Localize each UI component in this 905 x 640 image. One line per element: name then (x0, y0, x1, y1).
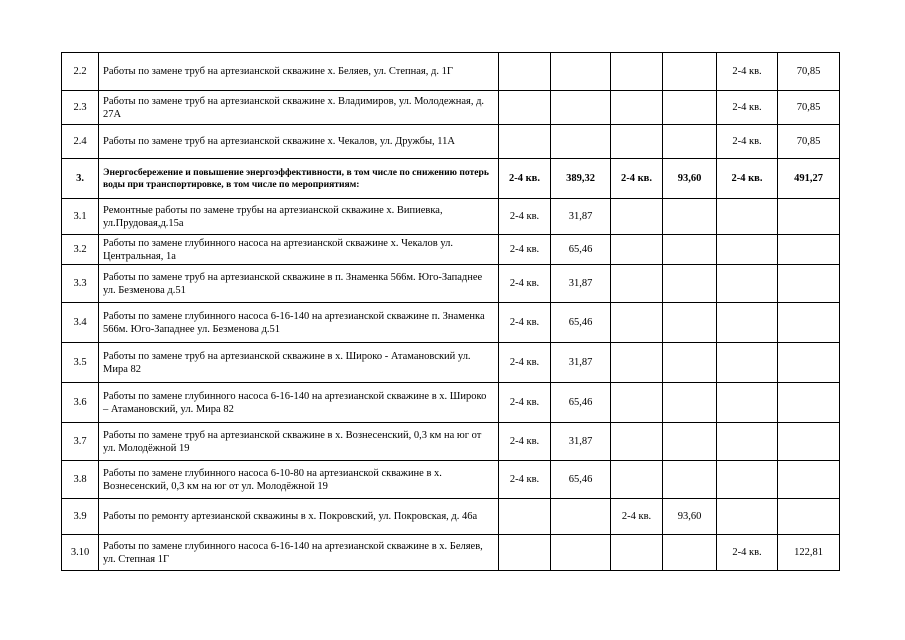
period-2020 (611, 383, 663, 423)
row-description: Работы по ремонту артезианской скважины в х. Покровский, ул. Покровская, д. 46а (99, 499, 499, 535)
period-2020 (611, 423, 663, 461)
row-description: Ремонтные работы по замене трубы на артезианской скважине х. Випиевка, ул.Прудовая,д.15а (99, 199, 499, 235)
row-description: Энергосбережение и повышение энергоэффективности, в том числе по снижению потерь воды при транспортировке, в том числе по мероприятиям: (99, 159, 499, 199)
amount-2021 (778, 343, 840, 383)
period-2020 (611, 535, 663, 571)
period-2021: 2-4 кв. (717, 53, 778, 91)
period-2019 (499, 91, 551, 125)
amount-2019: 31,87 (551, 199, 611, 235)
row-description: Работы по замене глубинного насоса 6-16-140 на артезианской скважине в х. Беляев, ул. Степная 1Г (99, 535, 499, 571)
row-description: Работы по замене глубинного насоса 6-16-140 на артезианской скважине в х. Широко – Атамановский, ул. Мира 82 (99, 383, 499, 423)
period-2020 (611, 303, 663, 343)
row-number: 3.6 (62, 383, 99, 423)
period-2019: 2-4 кв. (499, 265, 551, 303)
measures-table (61, 52, 840, 571)
table-row (62, 199, 840, 235)
period-2019: 2-4 кв. (499, 235, 551, 265)
table-row (62, 125, 840, 159)
amount-2020 (663, 383, 717, 423)
amount-2019: 65,46 (551, 303, 611, 343)
amount-2019: 65,46 (551, 383, 611, 423)
table-row (62, 235, 840, 265)
amount-2020 (663, 91, 717, 125)
period-2021 (717, 383, 778, 423)
period-2019: 2-4 кв. (499, 199, 551, 235)
amount-2019: 31,87 (551, 343, 611, 383)
period-2021: 2-4 кв. (717, 125, 778, 159)
amount-2021 (778, 303, 840, 343)
amount-2019: 31,87 (551, 423, 611, 461)
amount-2020 (663, 53, 717, 91)
amount-2021: 122,81 (778, 535, 840, 571)
table-row (62, 265, 840, 303)
row-description: Работы по замене труб на артезианской скважине в х. Широко - Атамановский ул. Мира 82 (99, 343, 499, 383)
amount-2021: 70,85 (778, 91, 840, 125)
period-2020: 2-4 кв. (611, 159, 663, 199)
period-2021 (717, 461, 778, 499)
amount-2021 (778, 265, 840, 303)
amount-2019 (551, 53, 611, 91)
amount-2020 (663, 535, 717, 571)
period-2020 (611, 265, 663, 303)
period-2019: 2-4 кв. (499, 303, 551, 343)
row-description: Работы по замене глубинного насоса 6-16-140 на артезианской скважине п. Знаменка 566м. Юго-Западнее ул. Безменова д.51 (99, 303, 499, 343)
period-2020 (611, 235, 663, 265)
amount-2019: 65,46 (551, 235, 611, 265)
amount-2021 (778, 461, 840, 499)
row-description: Работы по замене глубинного насоса 6-10-80 на артезианской скважине в х. Вознесенский, 0,3 км на юг от ул. Молодёжной 19 (99, 461, 499, 499)
table-body (62, 53, 840, 571)
period-2021 (717, 199, 778, 235)
row-description: Работы по замене труб на артезианской скважине х. Чекалов, ул. Дружбы, 11А (99, 125, 499, 159)
amount-2019: 389,32 (551, 159, 611, 199)
amount-2020 (663, 265, 717, 303)
table-row (62, 91, 840, 125)
table-row (62, 535, 840, 571)
table-row (62, 423, 840, 461)
period-2019 (499, 499, 551, 535)
row-number: 3.7 (62, 423, 99, 461)
period-2021 (717, 235, 778, 265)
amount-2021 (778, 423, 840, 461)
row-number: 3.3 (62, 265, 99, 303)
amount-2021 (778, 383, 840, 423)
amount-2021: 70,85 (778, 125, 840, 159)
period-2020 (611, 91, 663, 125)
row-number: 3. (62, 159, 99, 199)
period-2019 (499, 125, 551, 159)
row-number: 2.2 (62, 53, 99, 91)
period-2019: 2-4 кв. (499, 383, 551, 423)
row-number: 3.4 (62, 303, 99, 343)
period-2019 (499, 53, 551, 91)
amount-2020 (663, 125, 717, 159)
table-row (62, 303, 840, 343)
amount-2019: 65,46 (551, 461, 611, 499)
period-2021: 2-4 кв. (717, 535, 778, 571)
amount-2021 (778, 235, 840, 265)
table-row (62, 53, 840, 91)
period-2019 (499, 535, 551, 571)
row-number: 2.4 (62, 125, 99, 159)
amount-2021 (778, 499, 840, 535)
table-row (62, 343, 840, 383)
row-number: 3.8 (62, 461, 99, 499)
row-description: Работы по замене глубинного насоса на артезианской скважине х. Чекалов ул. Центральная, 1а (99, 235, 499, 265)
period-2021 (717, 265, 778, 303)
table-row (62, 461, 840, 499)
period-2019: 2-4 кв. (499, 461, 551, 499)
amount-2019: 31,87 (551, 265, 611, 303)
amount-2021: 70,85 (778, 53, 840, 91)
amount-2019 (551, 499, 611, 535)
period-2021 (717, 343, 778, 383)
amount-2020 (663, 423, 717, 461)
period-2021 (717, 303, 778, 343)
row-description: Работы по замене труб на артезианской скважине в х. Вознесенский, 0,3 км на юг от ул. Молодёжной 19 (99, 423, 499, 461)
row-number: 3.2 (62, 235, 99, 265)
table-row (62, 159, 840, 199)
period-2019: 2-4 кв. (499, 423, 551, 461)
amount-2021 (778, 199, 840, 235)
amount-2021: 491,27 (778, 159, 840, 199)
period-2021: 2-4 кв. (717, 91, 778, 125)
amount-2019 (551, 535, 611, 571)
amount-2020 (663, 235, 717, 265)
amount-2020 (663, 199, 717, 235)
amount-2020: 93,60 (663, 499, 717, 535)
period-2020 (611, 125, 663, 159)
amount-2020: 93,60 (663, 159, 717, 199)
table-row (62, 499, 840, 535)
amount-2020 (663, 303, 717, 343)
period-2020 (611, 199, 663, 235)
period-2019: 2-4 кв. (499, 343, 551, 383)
amount-2020 (663, 461, 717, 499)
period-2020 (611, 343, 663, 383)
table-row (62, 383, 840, 423)
row-number: 2.3 (62, 91, 99, 125)
row-number: 3.1 (62, 199, 99, 235)
row-number: 3.10 (62, 535, 99, 571)
row-number: 3.9 (62, 499, 99, 535)
amount-2019 (551, 91, 611, 125)
period-2020: 2-4 кв. (611, 499, 663, 535)
period-2019: 2-4 кв. (499, 159, 551, 199)
period-2021 (717, 423, 778, 461)
row-description: Работы по замене труб на артезианской скважине х. Владимиров, ул. Молодежная, д. 27А (99, 91, 499, 125)
period-2020 (611, 461, 663, 499)
row-description: Работы по замене труб на артезианской скважине в п. Знаменка 566м. Юго-Западнее ул. Безменова д.51 (99, 265, 499, 303)
amount-2019 (551, 125, 611, 159)
amount-2020 (663, 343, 717, 383)
period-2021 (717, 499, 778, 535)
period-2020 (611, 53, 663, 91)
row-number: 3.5 (62, 343, 99, 383)
row-description: Работы по замене труб на артезианской скважине х. Беляев, ул. Степная, д. 1Г (99, 53, 499, 91)
period-2021: 2-4 кв. (717, 159, 778, 199)
